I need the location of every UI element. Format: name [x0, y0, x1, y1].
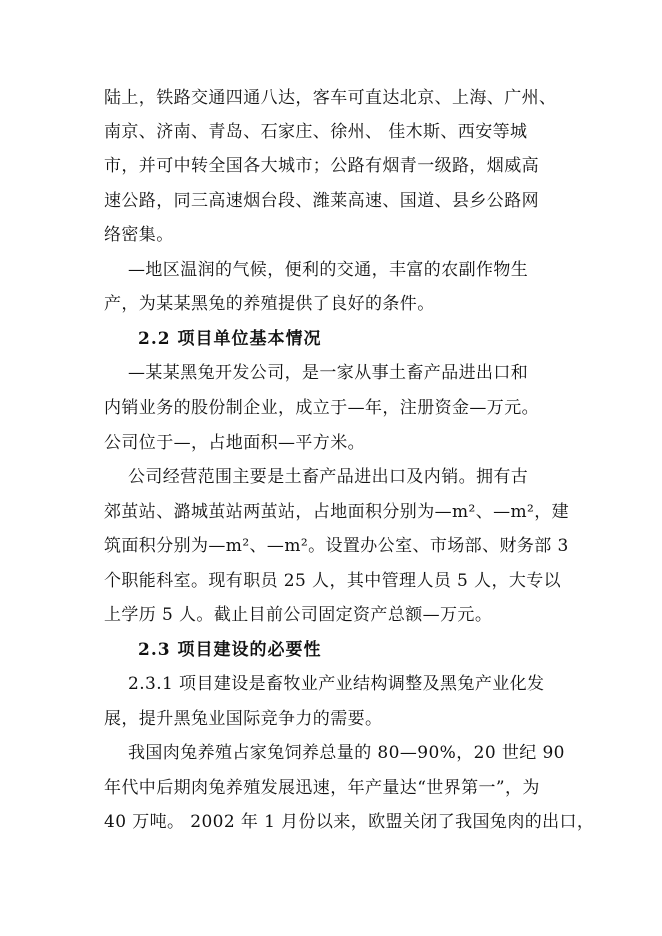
text-line-12: 公司经营范围主要是土畜产品进出口及内销。拥有古 — [128, 467, 529, 487]
text-line-4: 速公路，同三高速烟台段、潍莱高速、国道、县乡公路网 — [104, 191, 539, 211]
text-line-19: 展，提升黑兔业国际竞争力的需要。 — [104, 709, 383, 729]
text-line-10: 内销业务的股份制企业，成立于—年，注册资金—万元。 — [104, 398, 539, 418]
text-line-21: 年代中后期肉兔养殖发展迅速，年产量达“世界第一”，为 — [104, 778, 540, 798]
text-line-5: 络密集。 — [104, 225, 174, 245]
text-line-7: 产，为某某黑兔的养殖提供了良好的条件。 — [104, 294, 435, 314]
text-line-15: 个职能科室。现有职员 25 人，其中管理人员 5 人，大专以 — [104, 571, 562, 591]
section-heading-2-3: 2.3 项目建设的必要性 — [138, 640, 322, 660]
text-line-3: 市，并可中转全国各大城市；公路有烟青一级路，烟威高 — [104, 156, 539, 176]
text-line-9: —某某黑兔开发公司，是一家从事土畜产品进出口和 — [128, 363, 529, 383]
text-line-13: 郊茧站、潞城茧站两茧站，占地面积分别为—m²、—m²，建 — [104, 502, 570, 522]
text-line-6: —地区温润的气候，便利的交通，丰富的农副作物生 — [128, 260, 529, 280]
text-line-22: 40 万吨。 2002 年 1 月份以来，欧盟关闭了我国兔肉的出口， — [104, 812, 595, 832]
text-line-1: 陆上，铁路交通四通八达，客车可直达北京、上海、广州、 — [104, 88, 557, 108]
section-heading-2-2: 2.2 项目单位基本情况 — [138, 329, 322, 349]
text-line-11: 公司位于—，占地面积—平方米。 — [104, 433, 365, 453]
text-line-20: 我国肉兔养殖占家兔饲养总量的 80—90%，20 世纪 90 — [128, 743, 565, 763]
text-line-16: 上学历 5 人。截止目前公司固定资产总额—万元。 — [104, 605, 493, 625]
text-line-14: 筑面积分别为—m²、—m²。设置办公室、市场部、财务部 3 — [104, 536, 569, 556]
text-line-18: 2.3.1 项目建设是畜牧业产业结构调整及黑兔产业化发 — [128, 674, 545, 694]
text-line-2: 南京、济南、青岛、石家庄、徐州、 佳木斯、西安等城 — [104, 122, 528, 142]
